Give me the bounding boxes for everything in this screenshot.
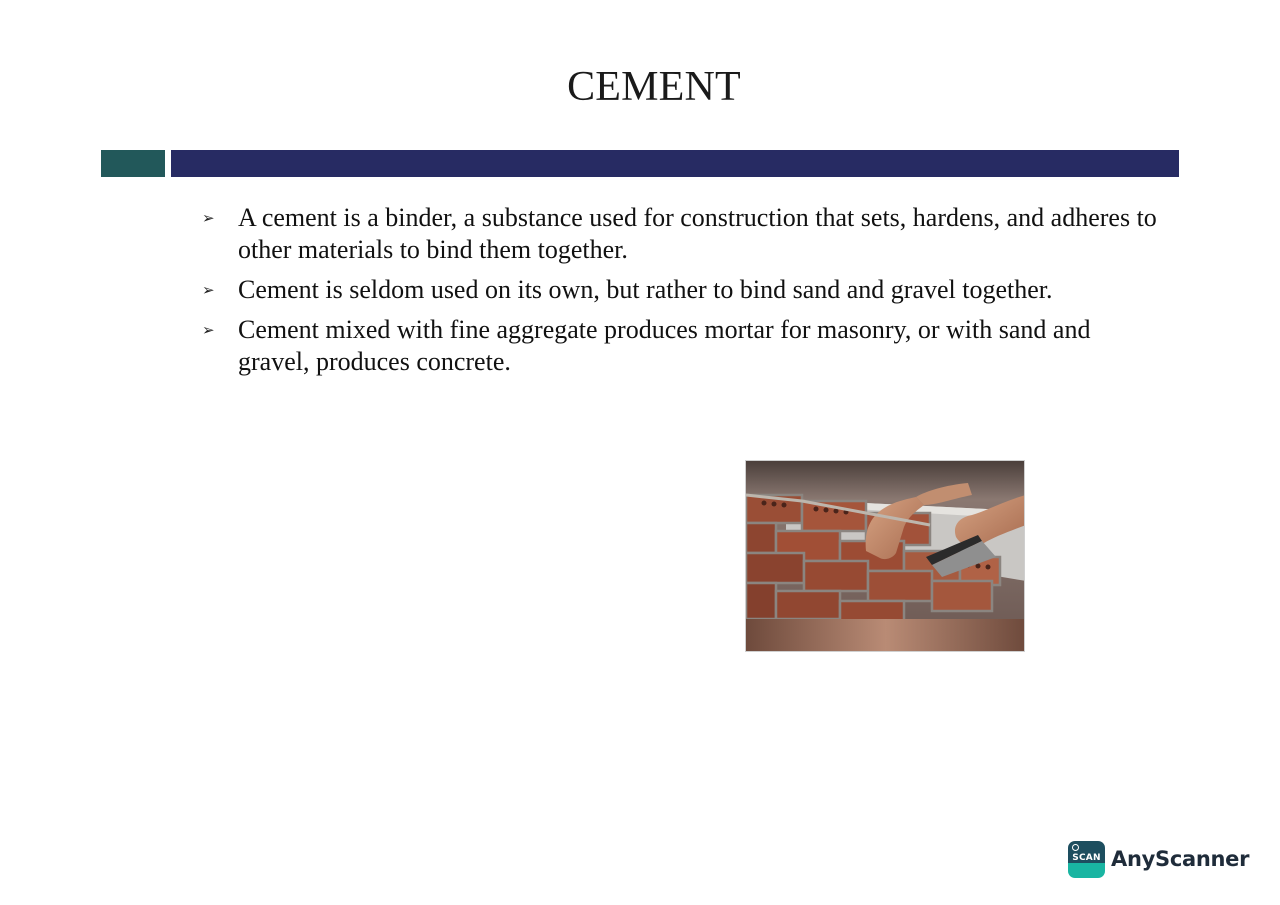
- slide-title: CEMENT: [567, 64, 741, 110]
- bullet-text: A cement is a binder, a substance used for construction that sets, hardens, and adheres to other materials to bind them together.: [238, 203, 1157, 264]
- watermark-name: AnyScanner: [1111, 847, 1250, 871]
- anyscanner-logo-icon: [1068, 841, 1105, 878]
- title-underline-bar: [171, 150, 1179, 177]
- bullet-item: [200, 274, 1160, 306]
- logo-dot-icon: [1072, 844, 1079, 851]
- anyscanner-watermark: [1068, 840, 1249, 878]
- bullet-text: Cement is seldom used on its own, but rather to bind sand and gravel together.: [238, 275, 1053, 304]
- bullet-item: [200, 314, 1160, 378]
- bullet-list: [200, 202, 1160, 386]
- bricklaying-illustration: [746, 461, 1025, 652]
- bricklaying-photo: [745, 460, 1025, 652]
- arrowhead-bullet-icon: ➢: [202, 321, 215, 339]
- arrowhead-bullet-icon: ➢: [202, 209, 215, 227]
- logo-badge-text: SCAN: [1072, 852, 1101, 863]
- bullet-text: Cement mixed with fine aggregate produces mortar for masonry, or with sand and gravel, produces concrete.: [238, 315, 1091, 376]
- bullet-item: [200, 202, 1160, 266]
- title-accent-block: [101, 150, 165, 177]
- arrowhead-bullet-icon: ➢: [202, 281, 215, 299]
